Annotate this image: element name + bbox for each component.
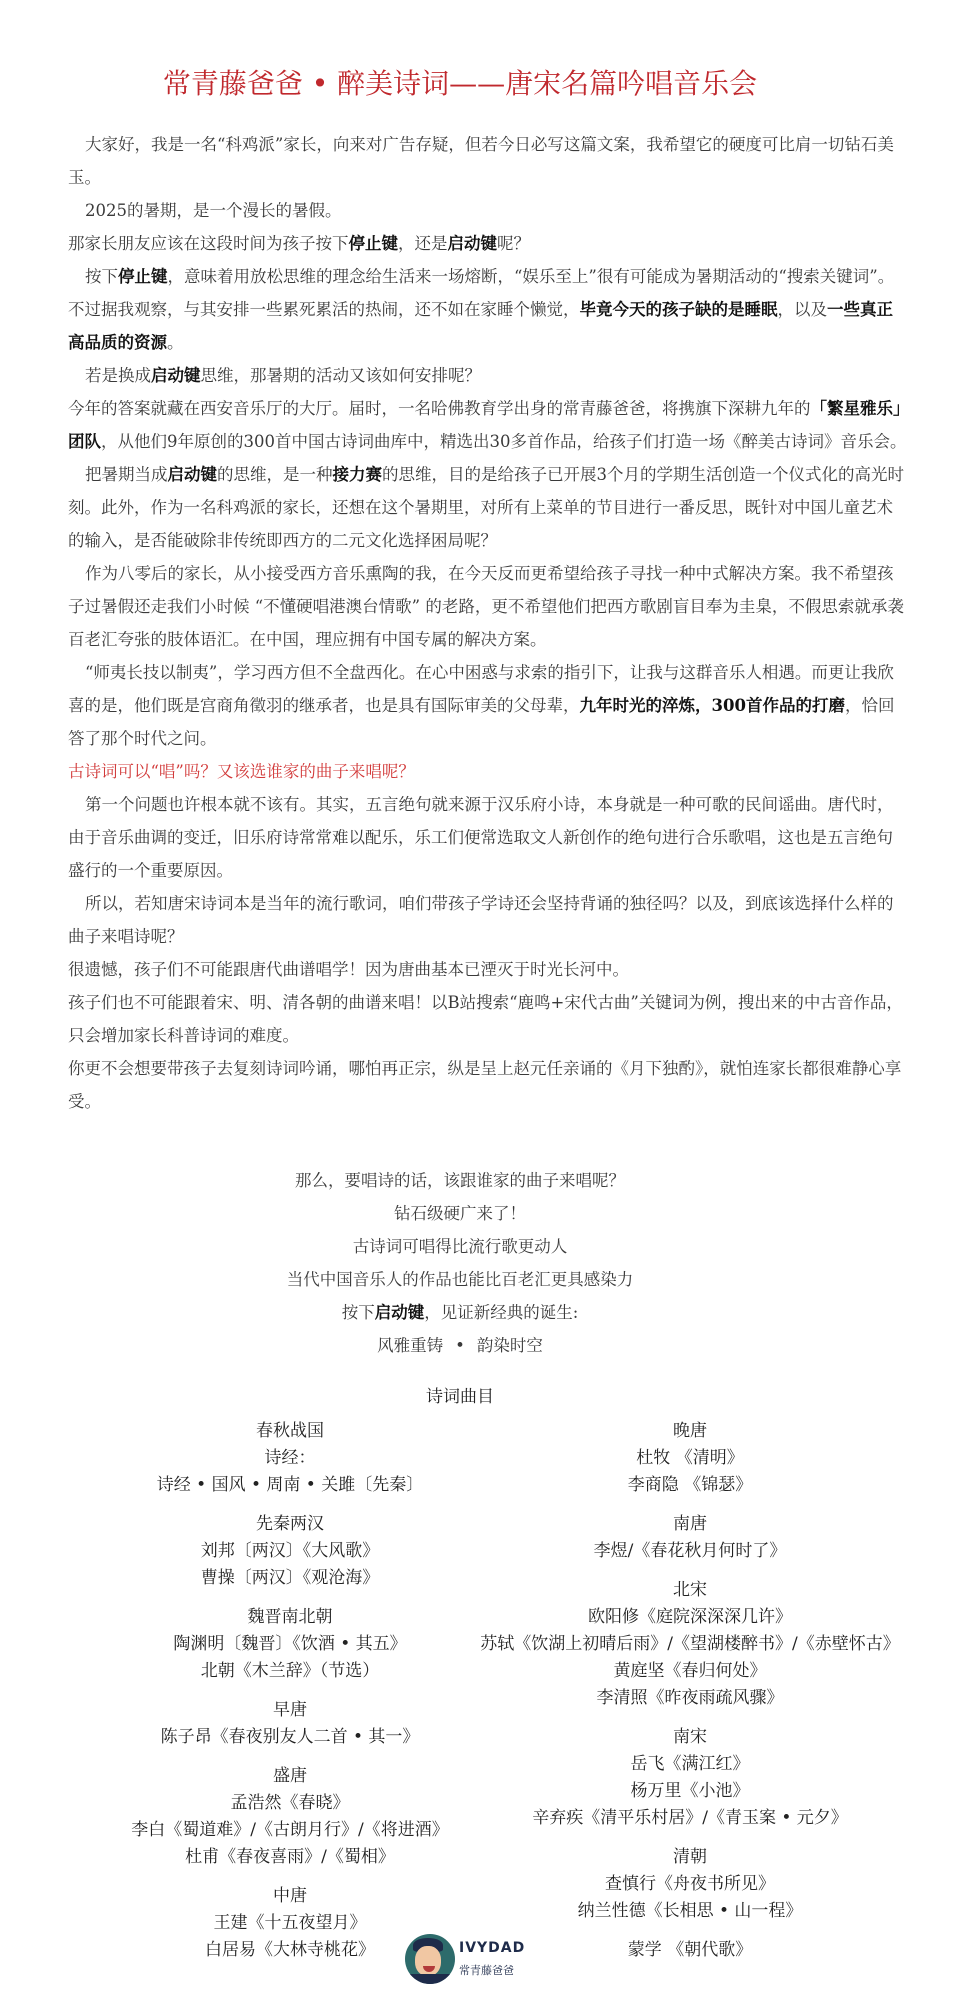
poem-item: 刘邦〔两汉〕《大风歌》 xyxy=(200,1541,380,1561)
era-group xyxy=(470,1577,910,1712)
paragraph xyxy=(68,458,908,557)
poem-item: 李白《蜀道难》/《古朗月行》/《将进酒》 xyxy=(131,1820,449,1840)
section-heading: 古诗词可以“唱”吗？又该选谁家的曲子来唱呢？ xyxy=(68,762,415,781)
text: 按下 xyxy=(85,267,118,286)
text: 若是换成 xyxy=(85,366,151,385)
era-group xyxy=(70,1511,510,1592)
poem-item: 李商隐 《锦瑟》 xyxy=(627,1475,753,1495)
poem-item: 蒙学 《朝代歌》 xyxy=(627,1940,753,1960)
era-group xyxy=(470,1511,910,1565)
program-column-right xyxy=(470,1418,910,1976)
era-title: 中唐 xyxy=(273,1886,307,1906)
era-group xyxy=(70,1697,510,1751)
poem-item: 岳飞《满江红》 xyxy=(630,1754,750,1774)
paragraph xyxy=(68,656,908,755)
slogan-line: 那么，要唱诗的话，该跟谁家的曲子来唱呢？ xyxy=(295,1171,625,1190)
bold-text: 九年时光的淬炼，300首作品的打磨 xyxy=(579,696,845,715)
era-group xyxy=(470,1418,910,1499)
paragraph xyxy=(68,260,908,359)
poem-item: 北朝《木兰辞》（节选） xyxy=(200,1661,380,1681)
paragraph: 第一个问题也许根本就不该有。其实，五言绝句就来源于汉乐府小诗，本身就是一种可歌的民间谣曲。唐代时，由于音乐曲调的变迁，旧乐府诗常常难以配乐，乐工们便常选取文人新创作的绝句进行合乐歌唱，这也是五言绝句盛行的一个重要原因。 xyxy=(68,795,894,880)
era-group xyxy=(70,1763,510,1871)
paragraph xyxy=(68,227,908,260)
bold-text: 启动键 xyxy=(151,366,201,385)
logo-brand-cn: 常青藤爸爸 xyxy=(459,1964,514,1977)
text: ，见证新经典的诞生: xyxy=(424,1303,579,1322)
separator-dot: • xyxy=(455,1336,465,1355)
text: 。 xyxy=(167,333,184,352)
era-title: 北宋 xyxy=(673,1580,707,1600)
paragraph: 很遗憾，孩子们不可能跟唐代曲谱唱学！因为唐曲基本已湮灭于时光长河中。 xyxy=(68,960,629,979)
bold-text: 启动键 xyxy=(167,465,217,484)
paragraph xyxy=(68,359,908,392)
logo-brand: IVYDAD xyxy=(459,1940,526,1956)
poem-item: 查慎行《舟夜书所见》 xyxy=(605,1874,775,1894)
paragraph xyxy=(68,392,908,458)
era-group xyxy=(470,1937,910,1964)
text: 风雅重铸 xyxy=(377,1336,444,1355)
text: ，从他们9年原创的300首中国古诗词曲库中，精选出30多首作品，给孩子们打造一场《醉美古诗词》音乐会。 xyxy=(101,432,907,451)
paragraph: 作为八零后的家长，从小接受西方音乐熏陶的我，在今天反而更希望给孩子寻找一种中式解决方案。我不希望孩子过暑假还走我们小时候 “不懂硬唱港澳台情歌” 的老路，更不希望他们把西方歌剧盲目奉为圭臬，不假思索就承袭百老汇夸张的肢体语汇。在中国，理应拥有中国专属的解决方案。 xyxy=(68,564,904,649)
poem-item: 孟浩然《春晓》 xyxy=(230,1793,350,1813)
slogan-block xyxy=(0,1164,920,1362)
paragraph: 大家好，我是一名“科鸡派”家长，向来对广告存疑，但若今日必写这篇文案，我希望它的硬度可比肩一切钻石美玉。 xyxy=(68,135,894,187)
text: 今年的答案就藏在西安音乐厅的大厅。届时，一名哈佛教育学出身的常青藤爸爸，将携旗下深耕九年的 xyxy=(68,399,811,418)
bold-text: 启动键 xyxy=(447,234,497,253)
bold-text: 「繁星雅乐」团队 xyxy=(68,399,902,451)
poem-item: 欧阳修《庭院深深深几许》 xyxy=(588,1607,792,1627)
bold-text: 一些真正高品质的资源 xyxy=(68,300,893,352)
era-title: 早唐 xyxy=(273,1700,307,1720)
text: ，还是 xyxy=(398,234,448,253)
poem-item: 辛弃疾《清平乐村居》/《青玉案 • 元夕》 xyxy=(532,1808,848,1828)
poem-item: 杨万里《小池》 xyxy=(630,1781,750,1801)
poem-item: 杜甫《春夜喜雨》/《蜀相》 xyxy=(185,1847,395,1867)
era-group xyxy=(70,1604,510,1685)
text: 的思维，目的是给孩子已开展3个月的学期生活创造一个仪式化的高光时刻。此外，作为一名科鸡派的家长，还想在这个暑期里，对所有上菜单的节目进行一番反思，既针对中国儿童艺术的输入，是否能破除非传统即西方的二元文化选择困局呢？ xyxy=(68,465,904,550)
page-title: 常青藤爸爸 • 醉美诗词——唐宋名篇吟唱音乐会 xyxy=(162,67,758,100)
text: ，意味着用放松思维的理念给生活来一场熔断，“娱乐至上”很有可能成为暑期活动的“搜索关键词”。不过据我观察，与其安排一些累死累活的热闹，还不如在家睡个懒觉， xyxy=(68,267,895,319)
poem-item: 黄庭坚《春归何处》 xyxy=(613,1661,767,1681)
bold-text: 接力赛 xyxy=(332,465,382,484)
text: 那家长朋友应该在这段时间为孩子按下 xyxy=(68,234,349,253)
era-title: 先秦两汉 xyxy=(256,1514,324,1534)
text: “师夷长技以制夷”，学习西方但不全盘西化。在心中困惑与求索的指引下，让我与这群音乐人相遇。而更让我欣喜的是，他们既是宫商角徵羽的继承者，也是具有国际审美的父母辈， xyxy=(68,663,894,715)
bold-text: 毕竟今天的孩子缺的是睡眠 xyxy=(579,300,778,319)
era-title: 清朝 xyxy=(673,1847,707,1867)
bold-text: 启动键 xyxy=(374,1303,425,1322)
text: ，以及 xyxy=(777,300,827,319)
era-title: 南唐 xyxy=(673,1514,707,1534)
text: 按下 xyxy=(341,1303,375,1322)
era-group xyxy=(70,1418,510,1499)
program-column-left xyxy=(70,1418,510,1976)
text: 韵染时空 xyxy=(476,1336,543,1355)
era-group xyxy=(470,1724,910,1832)
text: 思维，那暑期的活动又该如何安排呢？ xyxy=(200,366,481,385)
poem-item: 王建《十五夜望月》 xyxy=(213,1913,367,1933)
bold-text: 停止键 xyxy=(118,267,168,286)
mascot-icon xyxy=(405,1934,455,1984)
poem-item: 诗经： xyxy=(264,1448,316,1468)
era-title: 春秋战国 xyxy=(256,1421,324,1441)
poem-item: 陈子昂《春夜别友人二首 • 其一》 xyxy=(160,1727,420,1747)
text: ，恰回答了那个时代之问。 xyxy=(68,696,895,748)
era-title: 南宋 xyxy=(673,1727,707,1747)
era-title: 魏晋南北朝 xyxy=(247,1607,333,1627)
text: 呢？ xyxy=(497,234,530,253)
paragraph: 孩子们也不可能跟着宋、明、清各朝的曲谱来唱！以B站搜索“鹿鸣+宋代古曲”关键词为例，搜出来的中古音作品，只会增加家长科普诗词的难度。 xyxy=(68,993,903,1045)
poem-item: 陶渊明〔魏晋〕《饮酒 • 其五》 xyxy=(173,1634,407,1654)
slogan-line xyxy=(0,1296,920,1329)
paragraph: 你更不会想要带孩子去复刻诗词吟诵，哪怕再正宗，纵是呈上赵元任亲诵的《月下独酌》，就怕连家长都很难静心享受。 xyxy=(68,1059,902,1111)
era-group xyxy=(470,1844,910,1925)
poem-item: 杜牧 《清明》 xyxy=(636,1448,744,1468)
paragraph: 2025的暑期，是一个漫长的暑假。 xyxy=(85,201,342,220)
article-body xyxy=(68,128,908,1118)
poem-item: 李煜/《春花秋月何时了》 xyxy=(593,1541,787,1561)
slogan-line: 钻石级硬广来了！ xyxy=(394,1204,526,1223)
poem-item: 纳兰性德《长相思 • 山一程》 xyxy=(577,1901,803,1921)
text: 把暑期当成 xyxy=(85,465,168,484)
program-list-title: 诗词曲目 xyxy=(426,1387,494,1407)
text: 的思维，是一种 xyxy=(217,465,333,484)
bold-text: 停止键 xyxy=(348,234,398,253)
poem-item: 曹操〔两汉〕《观沧海》 xyxy=(200,1568,380,1588)
era-title: 晚唐 xyxy=(673,1421,707,1441)
era-title: 盛唐 xyxy=(273,1766,307,1786)
poem-item: 苏轼《饮湖上初晴后雨》/《望湖楼醉书》/《赤壁怀古》 xyxy=(480,1634,900,1654)
poem-item: 李清照《昨夜雨疏风骤》 xyxy=(596,1688,784,1708)
poem-item: 白居易《大林寺桃花》 xyxy=(205,1940,375,1960)
paragraph: 所以，若知唐宋诗词本是当年的流行歌词，咱们带孩子学诗还会坚持背诵的独径吗？以及，到底该选择什么样的曲子来唱诗呢？ xyxy=(68,894,894,946)
slogan-line: 古诗词可唱得比流行歌更动人 xyxy=(352,1237,568,1256)
slogan-line xyxy=(0,1329,920,1362)
ivydad-logo xyxy=(405,1930,525,1992)
poem-item: 诗经 • 国风 • 周南 • 关雎〔先秦〕 xyxy=(156,1475,424,1495)
slogan-line: 当代中国音乐人的作品也能比百老汇更具感染力 xyxy=(286,1270,634,1289)
